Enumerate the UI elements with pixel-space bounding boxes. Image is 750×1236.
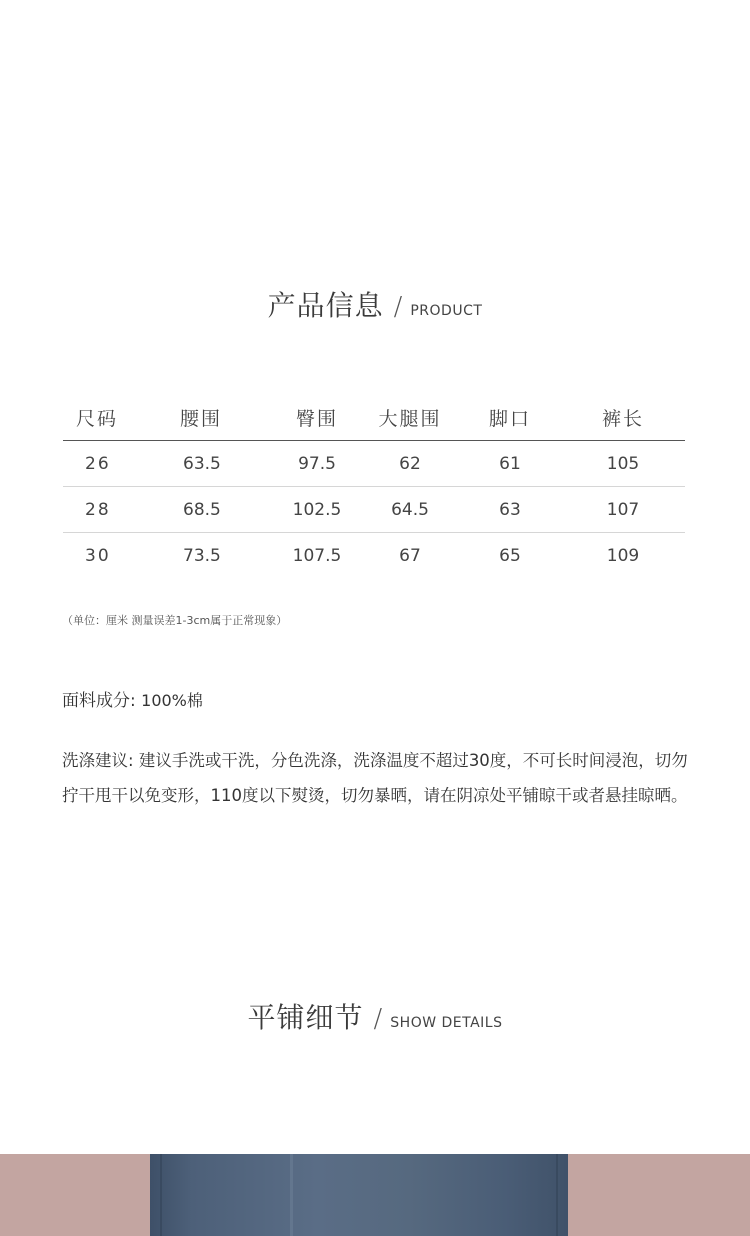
cell-waist: 68.5 — [183, 499, 221, 520]
washing-instructions — [62, 743, 692, 813]
fabric-label: 面料成分: — [62, 691, 142, 711]
cell-size: 28 — [85, 499, 111, 520]
header-thigh: 大腿围 — [378, 408, 442, 430]
fabric-value: 100%棉 — [141, 691, 203, 710]
product-info-title-en: PRODUCT — [410, 303, 483, 319]
table-row — [63, 487, 685, 533]
header-waist: 腰围 — [180, 408, 223, 430]
show-details-title-en: SHOW DETAILS — [390, 1015, 503, 1031]
table-row — [63, 441, 685, 487]
show-details-title-cn: 平铺细节 — [247, 1001, 364, 1034]
cell-length: 109 — [606, 546, 640, 566]
cell-thigh: 64.5 — [391, 499, 429, 520]
cell-hip: 107.5 — [292, 546, 342, 566]
heading-slash: / — [373, 1004, 383, 1034]
jeans-seam — [556, 1154, 558, 1236]
cell-waist: 63.5 — [183, 453, 221, 474]
show-details-heading — [0, 996, 750, 1036]
product-info-title-cn: 产品信息 — [267, 289, 384, 322]
cell-thigh: 67 — [399, 546, 421, 566]
cell-leg-opening: 65 — [499, 546, 521, 566]
measurement-note: （单位：厘米 测量误差1-3cm属于正常现象） — [62, 614, 288, 627]
jeans-crease — [290, 1154, 293, 1236]
cell-length: 107 — [606, 499, 640, 520]
cell-waist: 73.5 — [183, 546, 221, 566]
cell-length: 105 — [606, 453, 640, 474]
fabric-composition — [62, 686, 203, 711]
jeans-image — [150, 1154, 568, 1236]
heading-slash: / — [393, 292, 403, 322]
header-size: 尺码 — [76, 408, 119, 430]
size-table-header — [63, 404, 685, 441]
washing-text: 建议手洗或干洗，分色洗涤，洗涤温度不超过30度，不可长时间浸泡，切勿拧干甩干以免变形，110度以下熨烫，切勿暴晒，请在阴凉处平铺晾干或者悬挂晾晒。 — [62, 751, 688, 805]
cell-leg-opening: 61 — [499, 453, 521, 474]
header-leg-opening: 脚口 — [488, 408, 531, 430]
cell-hip: 97.5 — [298, 453, 336, 474]
size-table — [63, 404, 685, 579]
header-hip: 臀围 — [295, 408, 338, 430]
jeans-flatlay-photo — [0, 1154, 750, 1236]
cell-hip: 102.5 — [292, 499, 342, 520]
washing-label: 洗涤建议: — [62, 751, 139, 770]
header-length: 裤长 — [601, 408, 644, 430]
cell-size: 30 — [85, 546, 111, 566]
cell-size: 26 — [85, 453, 111, 474]
jeans-seam — [160, 1154, 162, 1236]
cell-leg-opening: 63 — [499, 499, 521, 520]
product-info-heading — [0, 284, 750, 324]
cell-thigh: 62 — [399, 453, 421, 474]
table-row — [63, 533, 685, 579]
